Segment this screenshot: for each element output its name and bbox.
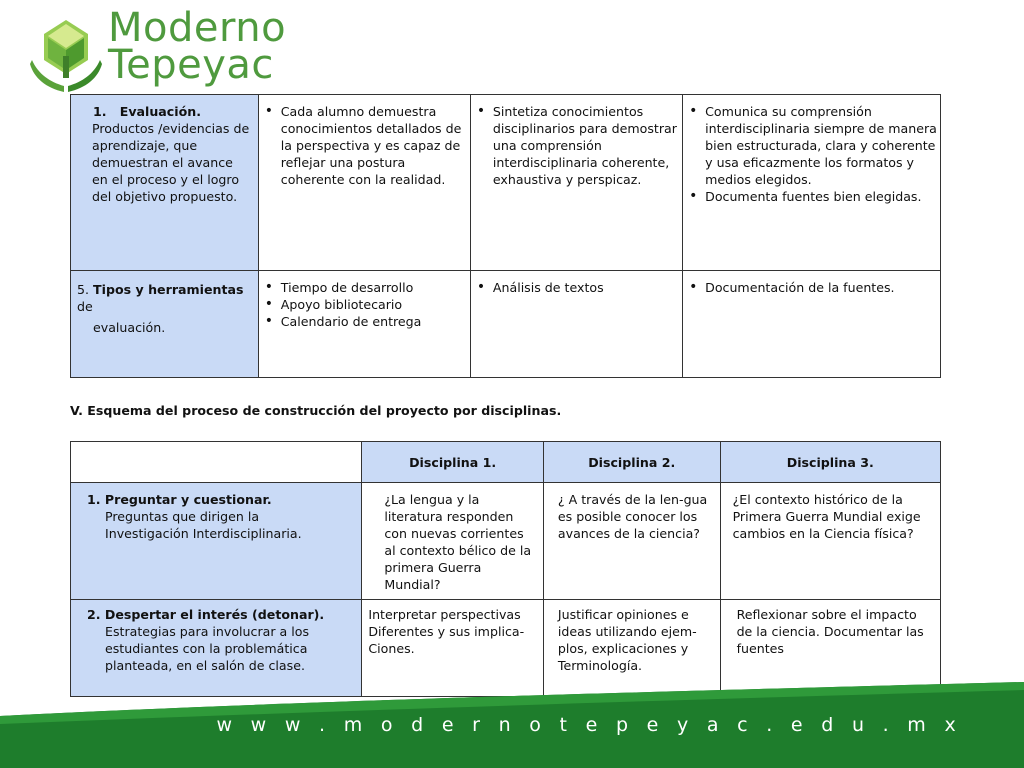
- step-description: Preguntas que dirigen la Investigación Interdisciplinaria.: [105, 509, 302, 541]
- table-row: [71, 271, 941, 378]
- row-number: 5.: [77, 282, 90, 297]
- row-title: Evaluación.: [119, 104, 201, 119]
- list-item: • Cada alumno demuestra conocimientos detallados de la perspectiva y es capaz de reflejar una postura coherente con la realidad.: [259, 103, 470, 188]
- list-item: • Documenta fuentes bien elegidas.: [683, 188, 940, 205]
- criteria-cell: [470, 95, 682, 271]
- list-item: • Sintetiza conocimientos disciplinarios para demostrar una comprensión interdisciplinaria coherente, exhaustiva y perspicaz.: [471, 103, 682, 188]
- discipline-cell: [720, 483, 940, 600]
- list-item: • Análisis de textos: [471, 279, 682, 296]
- brand-name-line2: Tepeyac: [108, 42, 274, 88]
- row-title: Tipos y herramientas: [93, 282, 244, 297]
- step-title-cell: [71, 483, 362, 600]
- header-cell: Disciplina 1.: [362, 442, 544, 483]
- table-header-row: [71, 442, 941, 483]
- discipline-cell: [543, 483, 720, 600]
- row-number: 1.: [93, 104, 107, 119]
- list-item: • Apoyo bibliotecario: [259, 296, 470, 313]
- list-item: • Tiempo de desarrollo: [259, 279, 470, 296]
- row-title-tail: de: [77, 299, 93, 314]
- row-description: Productos /evidencias de aprendizaje, que demuestran el avance en el proceso y el logro del objetivo propuesto.: [92, 121, 250, 204]
- disciplines-table: [70, 441, 941, 697]
- criteria-cell: [683, 271, 941, 378]
- list-item: • Documentación de la fuentes.: [683, 279, 940, 296]
- step-title: 1. Preguntar y cuestionar.: [87, 492, 272, 507]
- list-item: • Calendario de entrega: [259, 313, 470, 330]
- step-title: 2. Despertar el interés (detonar).: [87, 607, 325, 622]
- row-description: evaluación.: [93, 320, 166, 335]
- header-cell: Disciplina 2.: [543, 442, 720, 483]
- list-item: • Comunica su comprensión interdisciplinaria siempre de manera bien estructurada, clara y coherente y usa eficazmente los formatos y medios elegidos.: [683, 103, 940, 188]
- discipline-text: Interpretar perspectivas Diferentes y sus implica-Ciones.: [368, 607, 525, 656]
- table-row: [71, 95, 941, 271]
- criteria-cell: [258, 271, 470, 378]
- header-cell-empty: [71, 442, 362, 483]
- discipline-text: Reflexionar sobre el impacto de la ciencia. Documentar las fuentes: [736, 607, 924, 656]
- tree-hands-logo-icon: [28, 16, 104, 94]
- discipline-text: ¿ A través de la len-gua es posible conocer los avances de la ciencia?: [557, 492, 708, 541]
- table-row: [71, 483, 941, 600]
- brand-name-line1: Moderno: [108, 5, 287, 51]
- evaluation-title-cell: [71, 95, 259, 271]
- footer-website-url: w w w . m o d e r n o t e p e y a c . e d u . m x: [216, 714, 962, 736]
- criteria-cell: [683, 95, 941, 271]
- brand-name: [108, 5, 287, 88]
- header-cell: Disciplina 3.: [720, 442, 940, 483]
- step-description: Estrategias para involucrar a los estudiantes con la problemática planteada, en el salón de clase.: [105, 624, 310, 673]
- criteria-cell: [470, 271, 682, 378]
- tools-title-cell: [71, 271, 259, 378]
- discipline-cell: [362, 483, 544, 600]
- brand-logo: [28, 5, 318, 94]
- criteria-cell: [258, 95, 470, 271]
- evaluation-table: [70, 94, 941, 378]
- section-heading: V. Esquema del proceso de construcción del proyecto por disciplinas.: [70, 403, 562, 418]
- discipline-text: ¿La lengua y la literatura responden con nuevas corrientes al contexto bélico de la primera Guerra Mundial?: [384, 492, 532, 592]
- discipline-text: ¿El contexto histórico de la Primera Guerra Mundial exige cambios en la Ciencia física?: [732, 492, 921, 541]
- discipline-text: Justificar opiniones e ideas utilizando ejem-plos, explicaciones y Terminología.: [557, 607, 697, 673]
